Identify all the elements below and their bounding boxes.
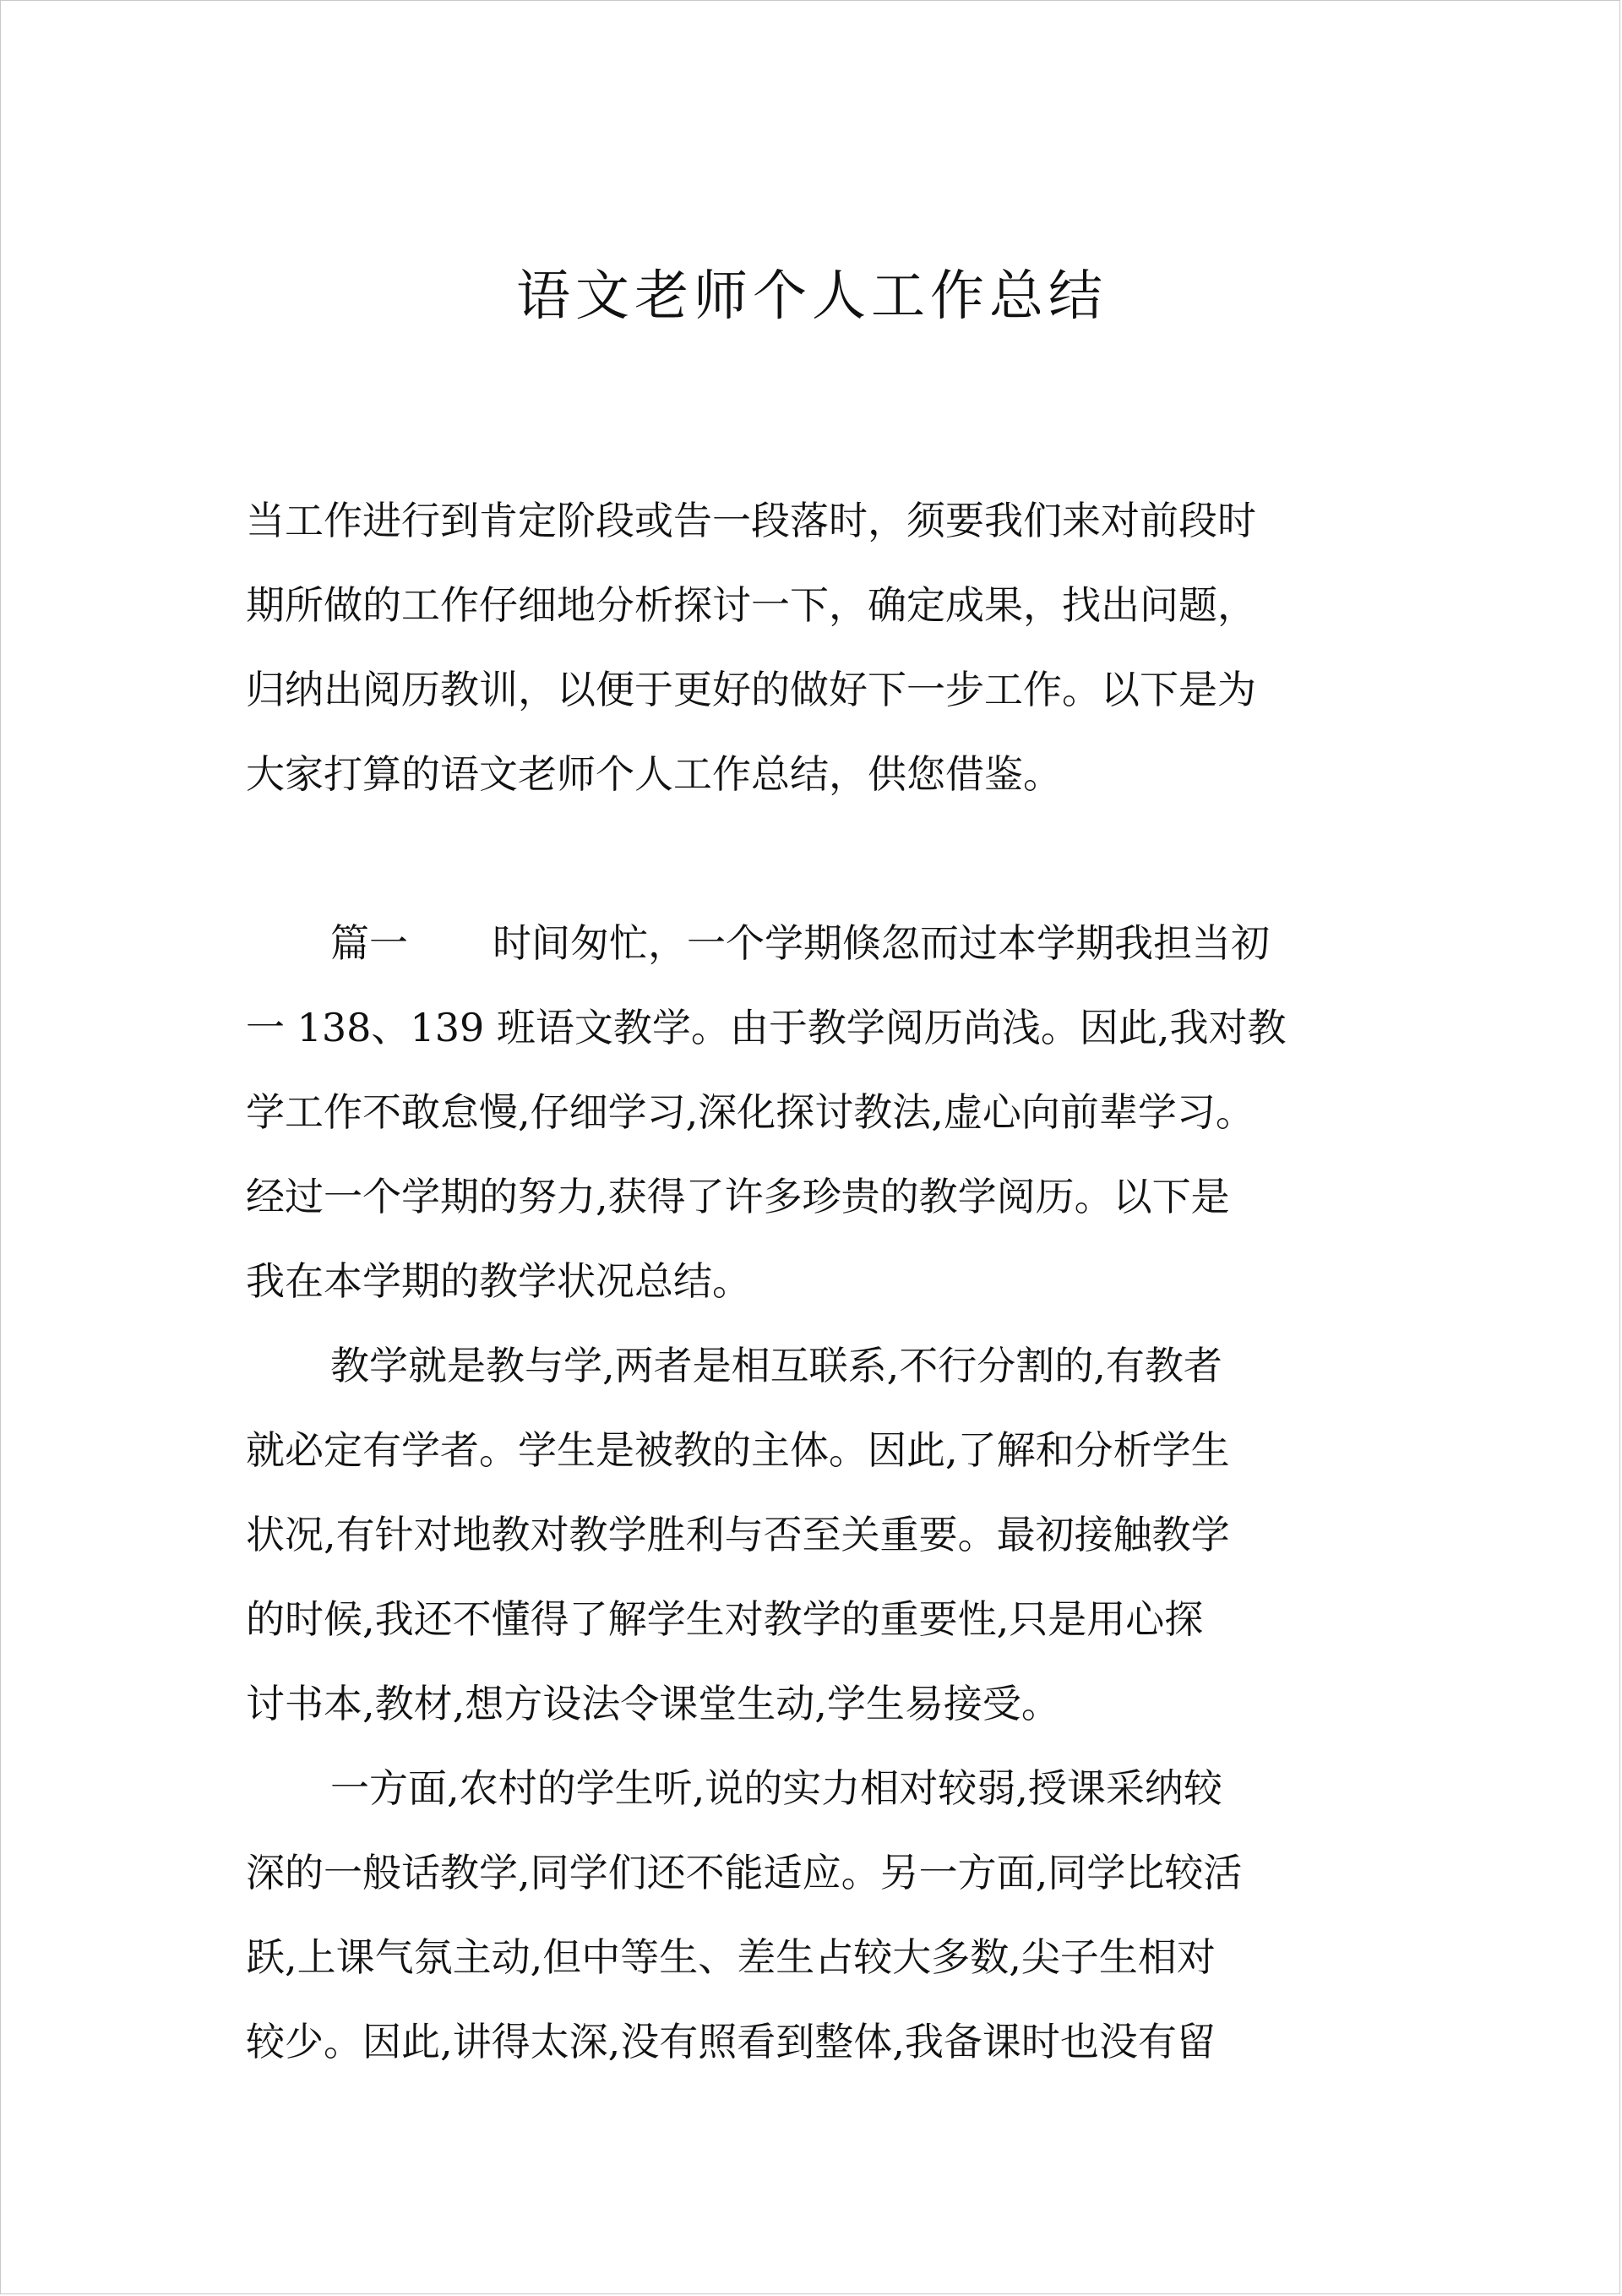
paragraph-text: 教学就是教与学,两者是相互联系,不行分割的,有教者	[330, 1343, 1222, 1388]
intro-line: 归纳出阅历教训，以便于更好的做好下一步工作。以下是为	[246, 667, 1256, 712]
students-paragraph	[246, 1746, 1378, 2084]
paragraph-text: 一方面,农村的学生听,说的实力相对较弱,授课采纳较	[330, 1765, 1222, 1811]
paragraph-line: 的时候,我还不懂得了解学生对教学的重要性,只是用心探	[246, 1596, 1204, 1642]
teaching-paragraph	[246, 1323, 1378, 1746]
paragraph-first-line	[246, 1746, 1378, 1830]
paragraph-line: 深的一般话教学,同学们还不能适应。另一方面,同学比较活	[246, 1850, 1243, 1895]
paragraph-line: 经过一个学期的努力,获得了许多珍贵的教学阅历。以下是	[246, 1174, 1230, 1219]
paragraph-line: 一 138、139 班语文教学。由于教学阅历尚浅。因此,我对教	[246, 1005, 1287, 1050]
intro-line: 期所做的工作仔细地分析探讨一下，确定成果，找出问题，	[246, 582, 1256, 628]
paragraph-line: 就必定有学者。学生是被教的主体。因此,了解和分析学生	[246, 1427, 1230, 1473]
paragraph-text: 时间匆忙，一个学期倏忽而过本学期我担当初	[493, 920, 1270, 966]
document-title: 语文老师个人工作总结	[516, 265, 1108, 328]
intro-paragraph	[246, 478, 1378, 816]
paragraph-line: 状况,有针对地教对教学胜利与否至关重要。最初接触教学	[246, 1512, 1230, 1557]
intro-line: 当工作进行到肯定阶段或告一段落时，须要我们来对前段时	[246, 498, 1256, 543]
paragraph-first-line	[246, 1323, 1378, 1408]
section-label: 篇一	[330, 920, 408, 966]
paragraph-line: 学工作不敢怠慢,仔细学习,深化探讨教法,虚心向前辈学习。	[246, 1089, 1255, 1135]
section-one-paragraph	[246, 901, 1378, 1323]
paragraph-line: 跃,上课气氛主动,但中等生、差生占较大多数,尖子生相对	[246, 1934, 1216, 1980]
intro-line: 大家打算的语文老师个人工作总结，供您借鉴。	[246, 751, 1062, 797]
section-one-first-line	[246, 901, 1378, 985]
paragraph-line: 较少。因此,讲得太深,没有照看到整体,我备课时也没有留	[246, 2019, 1216, 2064]
paragraph-line: 讨书本,教材,想方设法令课堂生动,学生易接受。	[246, 1681, 1060, 1726]
paragraph-line: 我在本学期的教学状况总结。	[246, 1258, 751, 1304]
